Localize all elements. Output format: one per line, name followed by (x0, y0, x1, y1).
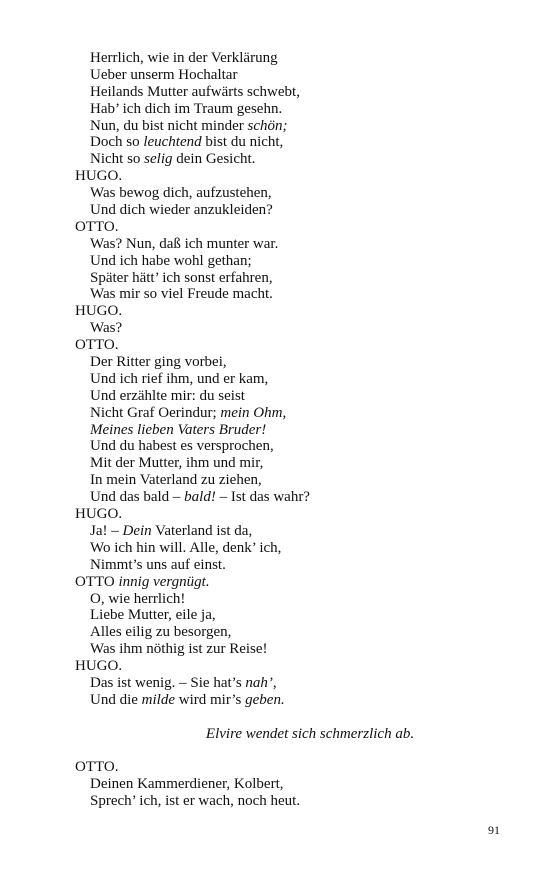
verse-line (75, 692, 515, 709)
verse-line (75, 236, 515, 253)
verse-line (75, 371, 515, 388)
speaker-line (75, 506, 515, 523)
italic-text: geben. (245, 691, 285, 708)
text-run: Und dich wieder anzukleiden? (90, 202, 273, 219)
verse-line (75, 641, 515, 658)
text-run: Liebe Mutter, eile ja, (90, 607, 216, 624)
verse-line (75, 557, 515, 574)
speaker-line (75, 658, 515, 675)
text-run: OTTO (75, 573, 119, 590)
text-run: O, wie herrlich! (90, 590, 186, 607)
verse-line (75, 101, 515, 118)
italic-text: mein Ohm, (220, 404, 287, 421)
text-run: Und du habest es versprochen, (90, 438, 274, 455)
text-run: HUGO. (75, 303, 123, 320)
blank-line (75, 709, 515, 726)
verse-line (75, 489, 515, 506)
text-run: Alles eilig zu besorgen, (90, 624, 232, 641)
verse-line (75, 286, 515, 303)
verse-line (75, 270, 515, 287)
italic-text: bald! (184, 489, 216, 506)
speaker-line (75, 574, 515, 591)
text-run: Deinen Kammerdiener, Kolbert, (90, 776, 284, 793)
verse-line (75, 67, 515, 84)
verse-line (75, 185, 515, 202)
drama-text (75, 50, 515, 810)
blank-line (75, 743, 515, 760)
verse-line (75, 118, 515, 135)
text-run: Vaterland ist da, (151, 522, 253, 539)
text-run: Mit der Mutter, ihm und mir, (90, 455, 264, 472)
italic-text: schön; (247, 117, 288, 134)
text-run: Der Ritter ging vorbei, (90, 354, 227, 371)
text-run: Ueber unserm Hochaltar (90, 66, 238, 83)
verse-line (75, 202, 515, 219)
italic-text: leuchtend (143, 134, 202, 151)
speaker-line (75, 759, 515, 776)
verse-line (75, 405, 515, 422)
text-run: Später hätt’ ich sonst erfahren, (90, 269, 273, 286)
text-run: wird mir’s (175, 691, 246, 708)
text-run: HUGO. (75, 506, 123, 523)
text-run: Sprech’ ich, ist er wach, noch heut. (90, 793, 301, 810)
text-run: Was ihm nöthig ist zur Reise! (90, 641, 268, 658)
text-run: OTTO. (75, 218, 119, 235)
text-run: OTTO. (75, 337, 119, 354)
text-run: Wo ich hin will. Alle, denk’ ich, (90, 539, 282, 556)
text-run: Was? Nun, daß ich munter war. (90, 235, 279, 252)
text-run: bist du nicht, (201, 134, 284, 151)
text-run: Nun, du bist nicht minder (90, 117, 248, 134)
verse-line (75, 675, 515, 692)
text-run: Ja! – (90, 522, 123, 539)
verse-line (75, 793, 515, 810)
verse-line (75, 776, 515, 793)
text-run: Und die (90, 691, 142, 708)
italic-text: selig (144, 151, 173, 168)
text-run: OTTO. (75, 759, 119, 776)
stage-direction (75, 726, 515, 743)
text-run: Was? (90, 320, 123, 337)
verse-line (75, 455, 515, 472)
verse-line (75, 50, 515, 67)
speaker-line (75, 219, 515, 236)
text-run: HUGO. (75, 658, 123, 675)
verse-line (75, 84, 515, 101)
text-run: Hab’ ich dich im Traum gesehn. (90, 100, 283, 117)
text-run: Nicht so (90, 151, 145, 168)
text-run: dein Gesicht. (172, 151, 256, 168)
text-run: Nimmt’s uns auf einst. (90, 556, 226, 573)
verse-line (75, 607, 515, 624)
text-run: Heilands Mutter aufwärts schwebt, (90, 83, 300, 100)
text-run: Und ich habe wohl gethan; (90, 252, 252, 269)
italic-text: Dein (122, 522, 152, 539)
text-run: Was bewog dich, aufzustehen, (90, 185, 272, 202)
speaker-line (75, 303, 515, 320)
text-run: HUGO. (75, 168, 123, 185)
text-run: Was mir so viel Freude macht. (90, 286, 273, 303)
text-run: – Ist das wahr? (215, 489, 310, 506)
page-number: 91 (488, 823, 500, 837)
italic-text: Meines lieben Vaters Bruder! (90, 421, 267, 438)
verse-line (75, 422, 515, 439)
verse-line (75, 591, 515, 608)
text-run: Das ist wenig. – Sie hat’s (90, 674, 246, 691)
text-run: Und ich rief ihm, und er kam, (90, 370, 269, 387)
verse-line (75, 354, 515, 371)
verse-line (75, 134, 515, 151)
verse-line (75, 151, 515, 168)
verse-line (75, 388, 515, 405)
verse-line (75, 472, 515, 489)
verse-line (75, 624, 515, 641)
italic-text: nah’, (245, 674, 277, 691)
text-run: Doch so (90, 134, 144, 151)
speaker-line (75, 337, 515, 354)
verse-line (75, 540, 515, 557)
verse-line (75, 253, 515, 270)
text-run: Herrlich, wie in der Verklärung (90, 50, 278, 66)
text-run: Nicht Graf Oerindur; (90, 404, 221, 421)
italic-text: innig vergnügt. (118, 573, 210, 590)
verse-line (75, 438, 515, 455)
italic-text: Elvire wendet sich schmerzlich ab. (205, 725, 415, 742)
speaker-line (75, 168, 515, 185)
verse-line (75, 523, 515, 540)
text-run: Und erzählte mir: du seist (90, 387, 245, 404)
italic-text: milde (141, 691, 175, 708)
text-run: In mein Vaterland zu ziehen, (90, 472, 262, 489)
text-run: Und das bald – (90, 489, 185, 506)
verse-line (75, 320, 515, 337)
